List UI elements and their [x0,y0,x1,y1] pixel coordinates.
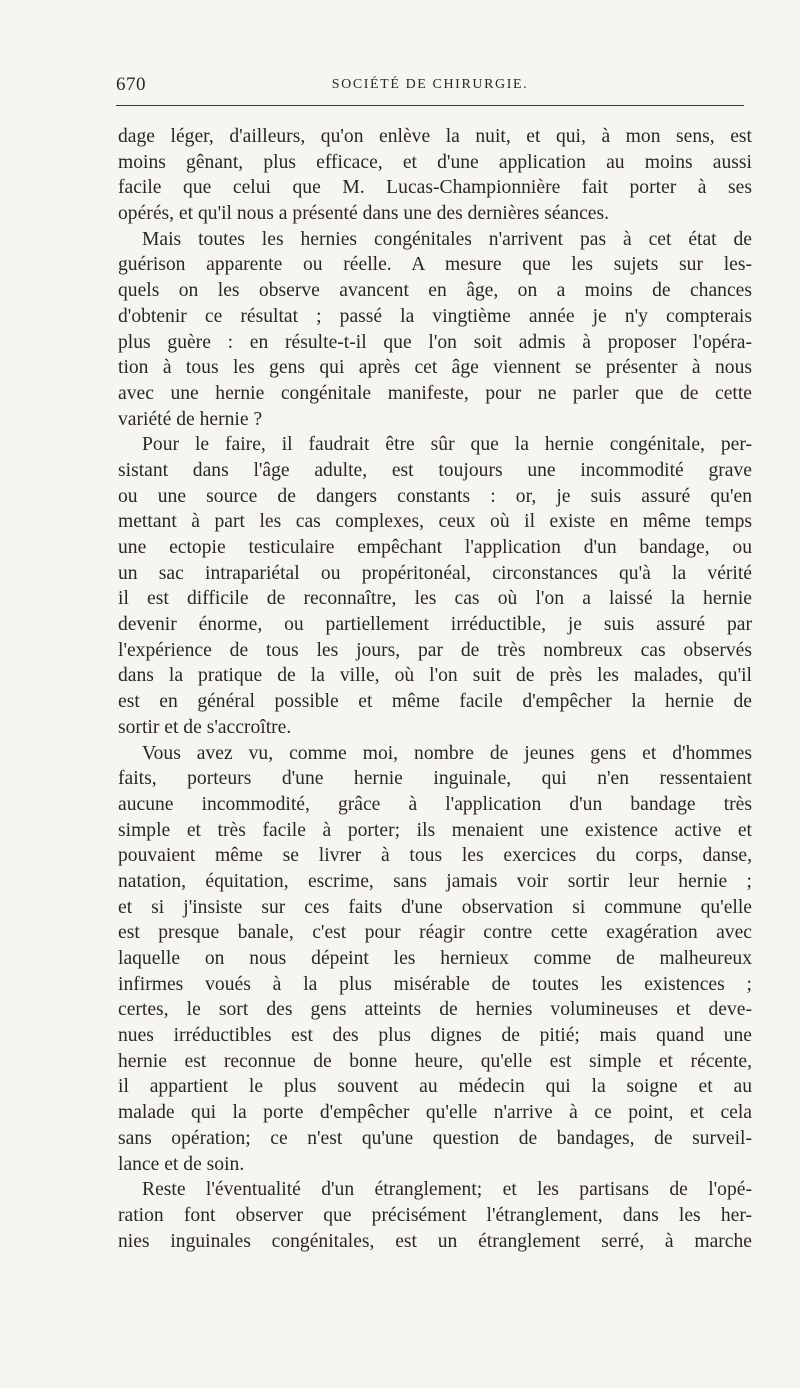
text-line: d'obtenir ce résultat ; passé la vingtième année je n'y compterais [118,305,752,327]
text-line: plus guère : en résulte-t-il que l'on soit admis à proposer l'opéra- [118,331,752,353]
page-header [116,74,744,98]
text-line: est presque banale, c'est pour réagir contre cette exagération avec [118,922,752,944]
text-line: mettant à part les cas complexes, ceux où il existe en même temps [118,511,752,533]
text-line: sistant dans l'âge adulte, est toujours une incommodité grave [118,459,752,481]
body-text [118,124,752,1254]
text-line: avec une hernie congénitale manifeste, pour ne parler que de cette [118,382,752,404]
text-line: hernie est reconnue de bonne heure, qu'elle est simple et récente, [118,1050,752,1072]
text-line: nues irréductibles est des plus dignes de pitié; mais quand une [118,1025,752,1047]
text-line: facile que celui que M. Lucas-Championnière fait porter à ses [118,177,752,199]
text-line: Vous avez vu, comme moi, nombre de jeunes gens et d'hommes [142,742,752,764]
text-line: moins gênant, plus efficace, et d'une application au moins aussi [118,151,752,173]
text-line: tion à tous les gens qui après cet âge viennent se présenter à nous [118,357,752,379]
text-line: pouvaient même se livrer à tous les exercices du corps, danse, [118,845,752,867]
text-line: nies inguinales congénitales, est un étranglement serré, à marche [118,1230,752,1252]
text-line: opérés, et qu'il nous a présenté dans une des dernières séances. [118,203,610,225]
text-line: aucune incommodité, grâce à l'application d'un bandage très [118,793,752,815]
page-number: 670 [116,74,146,95]
text-line: guérison apparente ou réelle. A mesure que les sujets sur les- [118,254,752,276]
text-line: variété de hernie ? [118,408,263,430]
text-line: Reste l'éventualité d'un étranglement; et les partisans de l'opé- [142,1179,752,1201]
text-line: sortir et de s'accroître. [118,716,292,738]
text-line: une ectopie testiculaire empêchant l'application d'un bandage, ou [118,537,752,558]
text-line: Pour le faire, il faudrait être sûr que la hernie congénitale, per- [142,434,752,456]
text-line: simple et très facile à porter; ils menaient une existence active et [118,819,752,841]
text-line: Mais toutes les hernies congénitales n'arrivent pas à cet état de [142,228,752,250]
text-line: certes, le sort des gens atteints de hernies volumineuses et deve- [118,999,752,1021]
text-line: laquelle on nous dépeint les hernieux comme de malheureux [118,948,752,969]
text-line: faits, porteurs d'une hernie inguinale, qui n'en ressentaient [118,768,752,790]
running-head: SOCIÉTÉ DE CHIRURGIE. [331,77,529,92]
text-line: natation, équitation, escrime, sans jamais voir sortir leur hernie ; [118,870,752,892]
text-line: un sac intrapariétal ou propéritonéal, circonstances qu'à la vérité [118,562,752,584]
text-line: dans la pratique de la ville, où l'on suit de près les malades, qu'il [118,665,752,687]
text-line: devenir énorme, ou partiellement irréductible, je suis assuré par [118,614,752,636]
text-line: ou une source de dangers constants : or, je suis assuré qu'en [118,485,752,507]
text-line: il appartient le plus souvent au médecin qui la soigne et au [118,1076,752,1098]
text-line: et si j'insiste sur ces faits d'une observation si commune qu'elle [118,896,752,918]
text-line: sans opération; ce n'est qu'une question de bandages, de surveil- [118,1127,752,1149]
text-line: dage léger, d'ailleurs, qu'on enlève la nuit, et qui, à mon sens, est [118,126,752,147]
header-rule [116,105,744,106]
text-line: malade qui la porte d'empêcher qu'elle n'arrive à ce point, et cela [118,1102,752,1124]
text-line: il est difficile de reconnaître, les cas où l'on a laissé la hernie [118,588,752,610]
text-line: ration font observer que précisément l'étranglement, dans les her- [118,1204,752,1226]
text-line: lance et de soin. [118,1153,245,1175]
text-line: infirmes voués à la plus misérable de toutes les existences ; [118,973,752,995]
text-line: l'expérience de tous les jours, par de très nombreux cas observés [118,639,752,661]
text-line: est en général possible et même facile d'empêcher la hernie de [118,691,752,713]
text-line: quels on les observe avancent en âge, on a moins de chances [118,280,752,302]
